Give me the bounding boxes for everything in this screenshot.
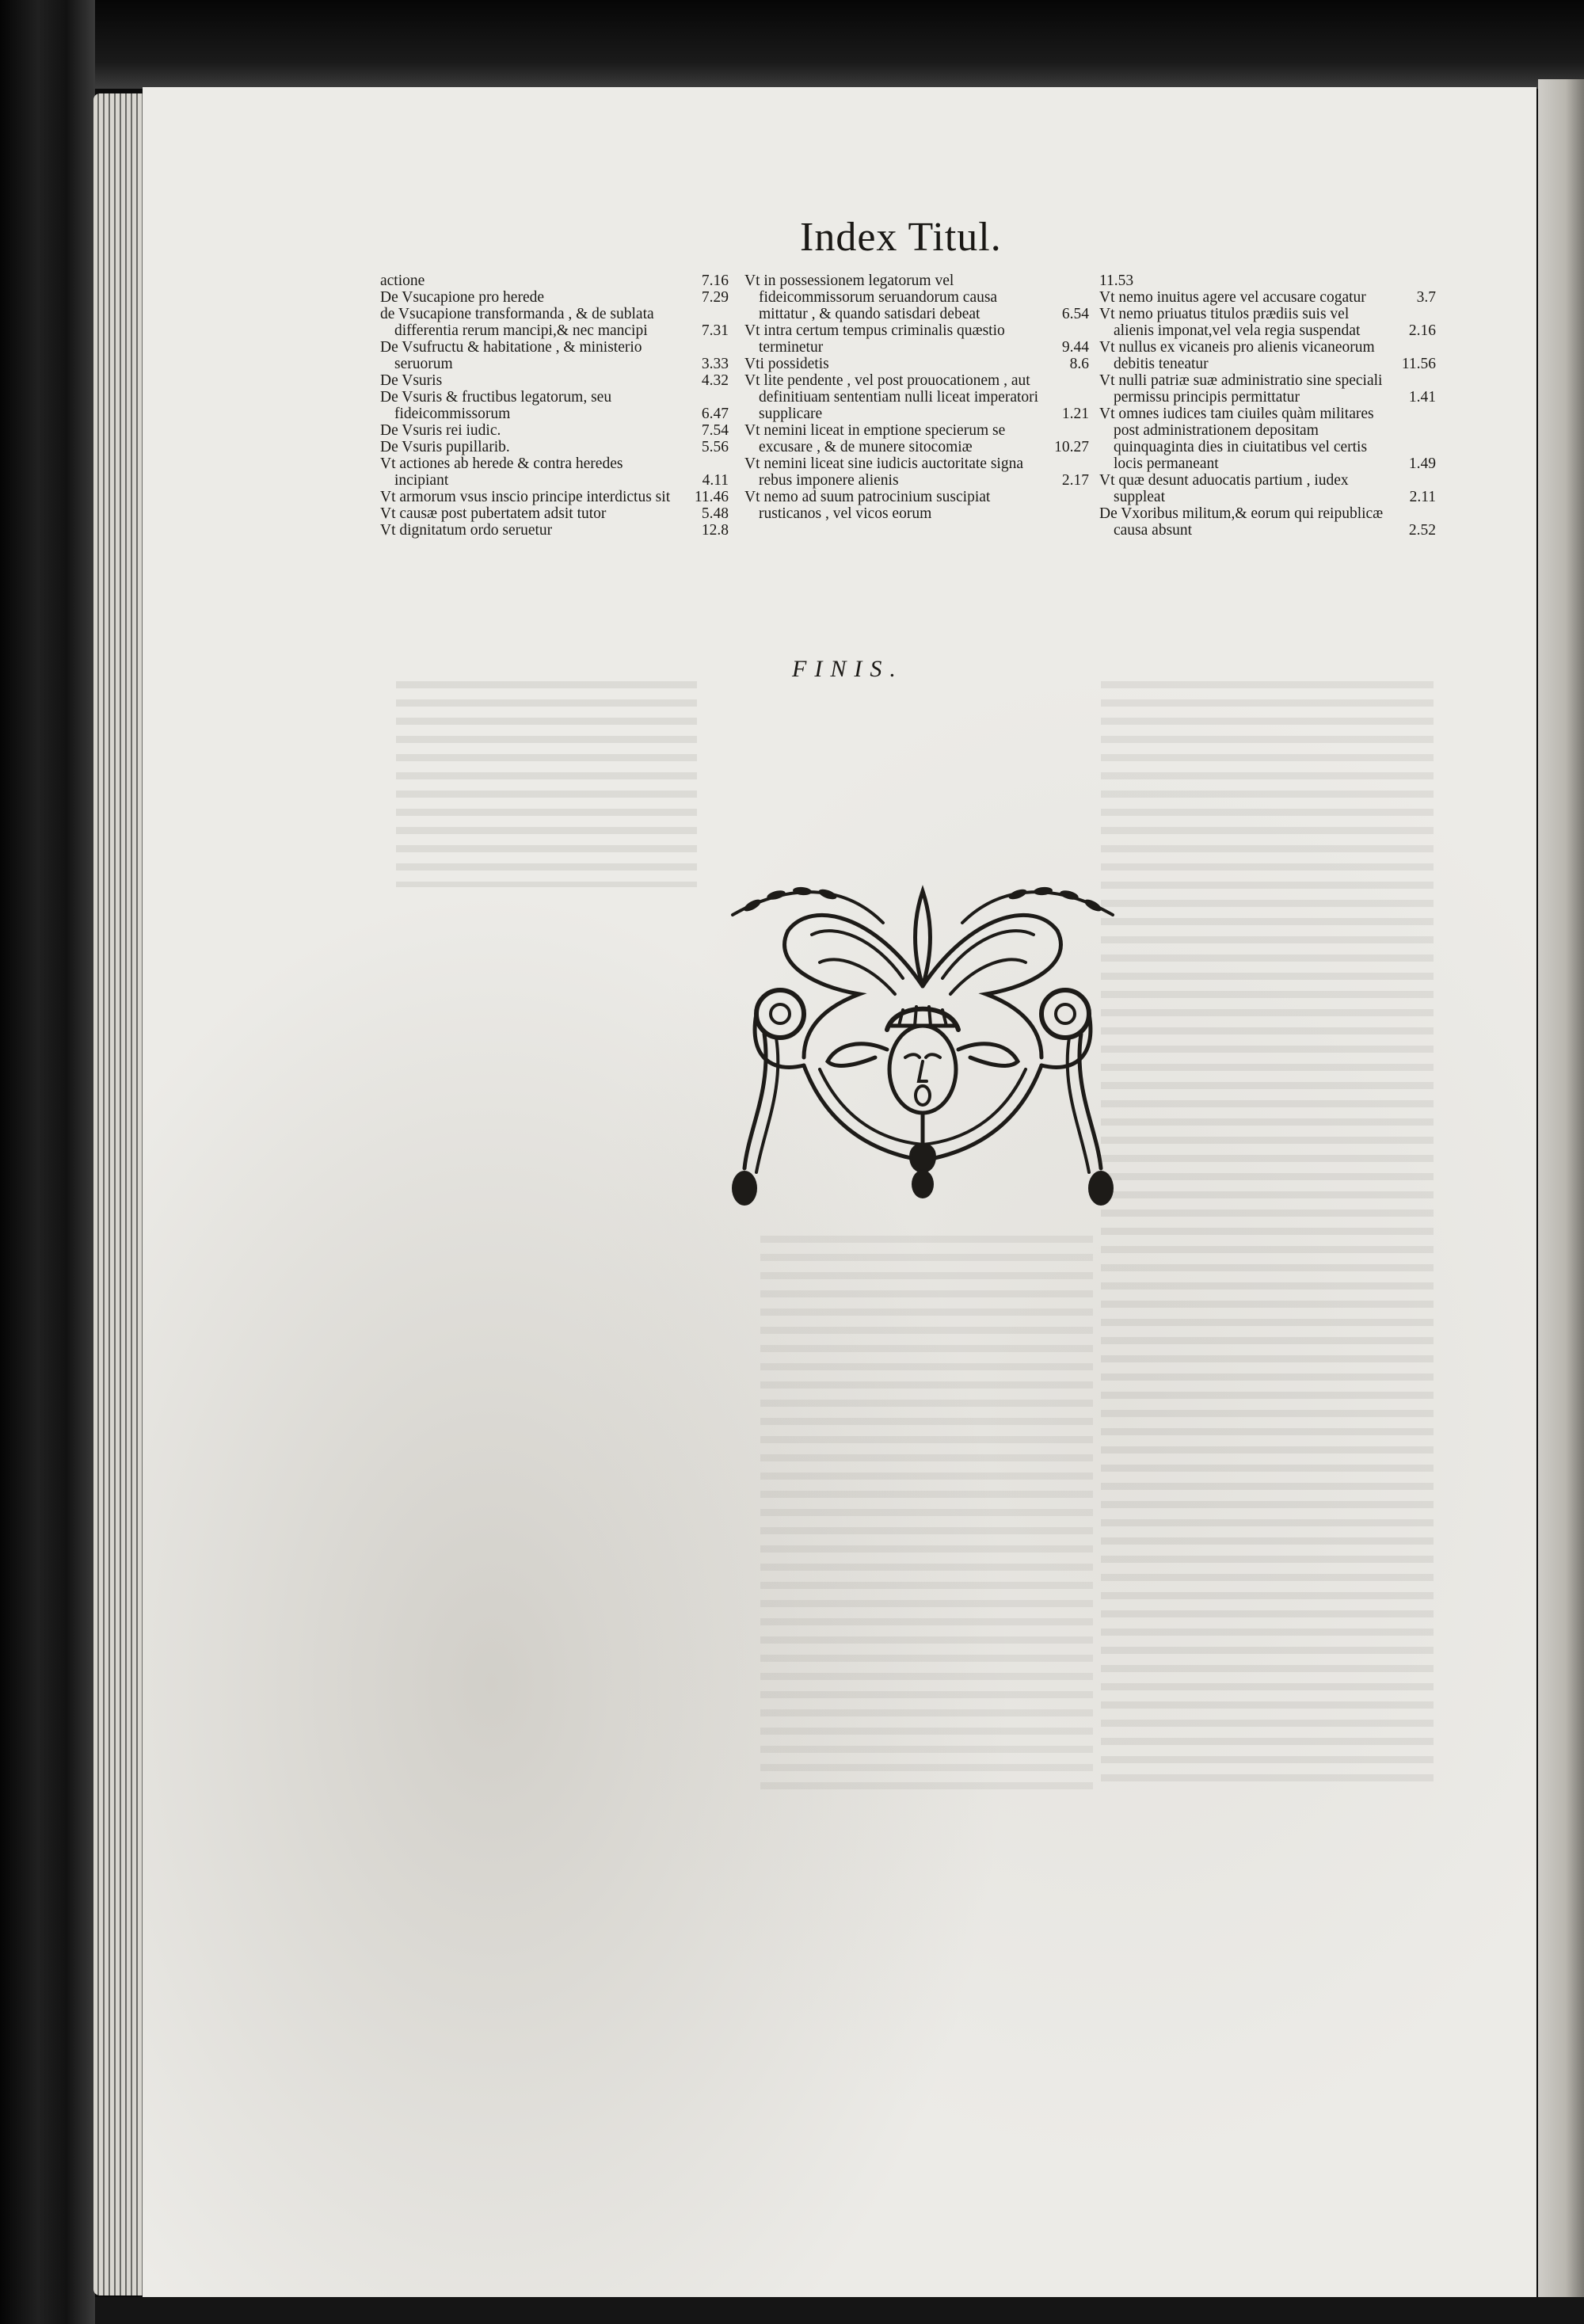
- page-heading: Index Titul.: [800, 215, 1002, 260]
- index-entry: Vt nemo priuatus titulos prædiis suis vel alienis imponat,vel vela regia suspendat 2.16: [1099, 306, 1436, 339]
- index-entry: Vt nemini liceat sine iudicis auctoritate signa rebus imponere alienis 2.17: [744, 455, 1089, 489]
- index-entry: de Vsucapione transformanda , & de sublata differentia rerum mancipi,& nec mancipi 7.31: [380, 306, 729, 339]
- index-entry: Vt quæ desunt aduocatis partium , iudex suppleat 2.11: [1099, 472, 1436, 505]
- index-entry: De Vsuris rei iudic. 7.54: [380, 422, 729, 439]
- index-entry: De Vsuris 4.32: [380, 372, 729, 389]
- bottom-binding-edge: [95, 2297, 1584, 2324]
- index-entry: Vt nullus ex vicaneis pro alienis vicaneorum debitis teneatur 11.56: [1099, 339, 1436, 372]
- index-column-3: [1099, 272, 1436, 539]
- index-entry: Vt armorum vsus inscio principe interdictus sit 11.46: [380, 489, 729, 505]
- book-spine: [0, 0, 95, 2324]
- index-entry: Vt intra certum tempus criminalis quæstio terminetur 9.44: [744, 322, 1089, 356]
- index-entry: Vt lite pendente , vel post prouocationem , aut definitiuam sententiam nulli liceat imperatori supplicare 1.21: [744, 372, 1089, 422]
- index-entry: Vt nulli patriæ suæ administratio sine speciali permissu principis permittatur 1.41: [1099, 372, 1436, 406]
- index-entry: Vt nemo inuitus agere vel accusare cogatur 3.7: [1099, 289, 1436, 306]
- woodcut-ornament: [717, 867, 1129, 1224]
- index-entry: actione 7.16: [380, 272, 729, 289]
- index-entry: Vt causæ post pubertatem adsit tutor 5.48: [380, 505, 729, 522]
- index-entry: De Vsuris & fructibus legatorum, seu fideicommissorum 6.47: [380, 389, 729, 422]
- top-binding-edge: [95, 0, 1584, 89]
- index-entry: De Vsufructu & habitatione , & ministerio seruorum 3.33: [380, 339, 729, 372]
- index-entry: Vti possidetis 8.6: [744, 356, 1089, 372]
- index-entry: Vt dignitatum ordo seruetur 12.8: [380, 522, 729, 539]
- index-entry: De Vxoribus militum,& eorum qui reipublicæ causa absunt 2.52: [1099, 505, 1436, 539]
- index-entry: 11.53: [1099, 272, 1134, 289]
- index-entry: De Vsucapione pro herede 7.29: [380, 289, 729, 306]
- index-column-2: [744, 272, 1089, 522]
- index-entry: Vt omnes iudices tam ciuiles quàm militares post administrationem depositam quinquaginta dies in ciuitatibus vel certis locis permaneant 1.49: [1099, 406, 1436, 472]
- facing-page-edge: [1538, 79, 1584, 2324]
- finis-text: FINIS.: [792, 656, 904, 682]
- index-column-1: [380, 272, 729, 539]
- index-entry: Vt in possessionem legatorum vel fideicommissorum seruandorum causa mittatur , & quando satisdari debeat 6.54: [744, 272, 1089, 322]
- index-entry: De Vsuris pupillarib. 5.56: [380, 439, 729, 455]
- index-entry: Vt actiones ab herede & contra heredes incipiant 4.11: [380, 455, 729, 489]
- index-entry: Vt nemo ad suum patrocinium suscipiat rusticanos , vel vicos eorum: [744, 489, 991, 522]
- index-entry: Vt nemini liceat in emptione specierum se excusare , & de munere sitocomiæ 10.27: [744, 422, 1089, 455]
